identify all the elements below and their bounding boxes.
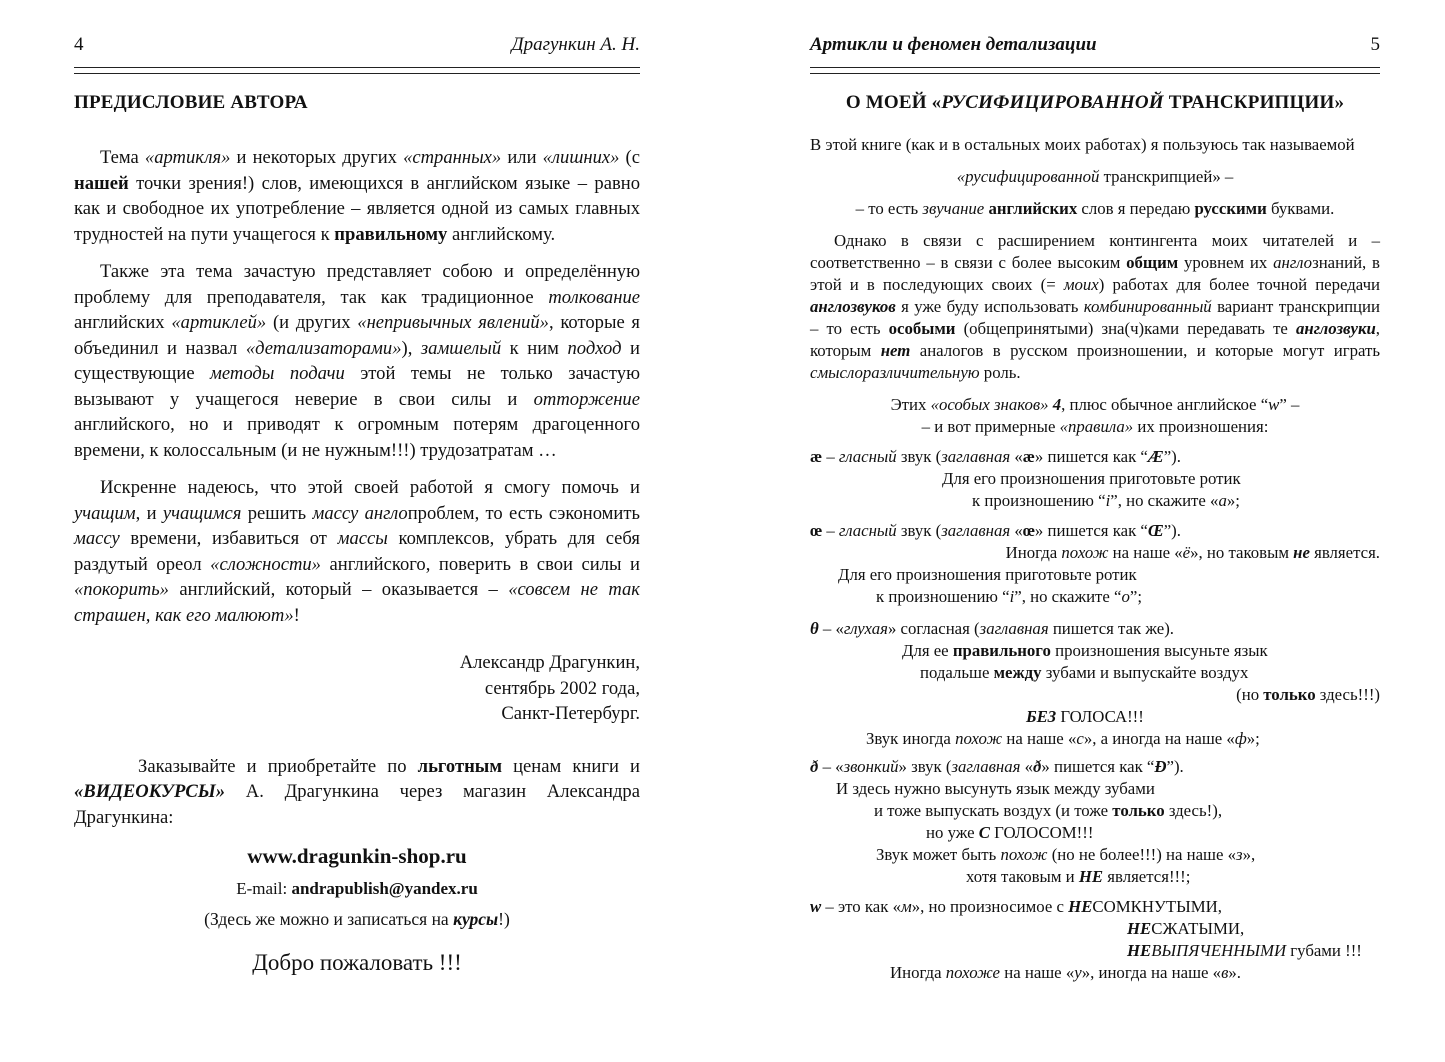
author-signature bbox=[74, 650, 640, 727]
signs-line-1: Этих «особых знаков» 4, плюс обычное английское “w” – bbox=[890, 395, 1300, 414]
left-page-content bbox=[74, 92, 640, 976]
rule-w bbox=[810, 896, 1380, 984]
rule-theta bbox=[810, 618, 1380, 750]
rule-theta-line-2: Для ее правильного произношения высуньте язык bbox=[902, 641, 1268, 660]
transcription-paragraph: Однако в связи с расширением контингента моих читателей и – соответственно – в связи с более высоким общим уровнем их англознаний, в этой и в последующих своих (= моих) работах для более точной передачи англозвуков я уже буду использовать комбинированный вариант транскрипции – то есть особыми (общепринятыми) зна(ч)ками передавать те англозвуки, которым нет аналогов в русском произношении, и которые могут играть смыслоразличительную роль. bbox=[810, 231, 1381, 382]
left-running-header bbox=[74, 34, 640, 60]
header-rule bbox=[74, 73, 640, 74]
preface-heading: ПРЕДИСЛОВИЕ АВТОРА bbox=[74, 92, 308, 113]
welcome-text: Добро пожаловать !!! bbox=[252, 950, 462, 975]
rule-eth-line-2: И здесь нужно высунуть язык между зубами bbox=[836, 779, 1155, 798]
rule-ae-line-1: æ – гласный звук (заглавная «æ» пишется как “Æ”). bbox=[810, 447, 1181, 466]
right-running-header bbox=[810, 34, 1380, 60]
right-page bbox=[810, 0, 1380, 1062]
email-line bbox=[74, 879, 640, 899]
right-running-head-title: Артикли и феномен детализации bbox=[810, 34, 1097, 55]
rule-ae-line-2: Для его произношения приготовьте ротик bbox=[942, 469, 1241, 488]
rule-eth-line-6: хотя таковым и НЕ является!!!; bbox=[966, 867, 1191, 886]
intro-line-2: «русифицированной транскрипцией» – bbox=[956, 167, 1234, 186]
rule-eth bbox=[810, 756, 1380, 888]
rule-oe-line-1: œ – гласный звук (заглавная «œ» пишется как “Œ”). bbox=[810, 521, 1181, 540]
rule-eth-line-3: и тоже выпускать воздух (и тоже только здесь!), bbox=[874, 801, 1223, 820]
email-label: E-mail: bbox=[236, 879, 292, 898]
rule-theta-line-1: θ – «глухая» согласная (заглавная пишется так же). bbox=[810, 619, 1174, 638]
preface-paragraph-1: Тема «артикля» и некоторых других «странных» или «лишних» (с нашей точки зрения!) слов, имеющихся в английском языке – равно как и свободное их употребление – является одной из самых главных трудностей на пути учащегося к правильному английскому. bbox=[74, 147, 640, 245]
preface-paragraph-2: Также эта тема зачастую представляет собою и определённую проблему для преподавателя, так как традиционное толкование английских «артиклей» (и других «непривычных явлений», которые я объединил и назвал «детализаторами»), замшелый к ним подход и существующие методы подачи этой темы не только зачастую вызывают у учащегося неверие в свои силы и отторжение английского, но и приводят к огромным потерям драгоценного времени, к колоссальным (и не нужным!!!) трудозатратам … bbox=[74, 261, 640, 461]
rule-theta-line-6: Звук иногда похож на наше «с», а иногда на наше «ф»; bbox=[866, 729, 1260, 748]
rule-w-line-2: НЕСЖАТЫМИ, bbox=[1127, 919, 1245, 938]
rule-theta-line-5: БЕЗ ГОЛОСА!!! bbox=[1026, 707, 1144, 726]
rule-theta-line-3: подальше между зубами и выпускайте воздух bbox=[920, 663, 1249, 682]
rule-oe bbox=[810, 520, 1380, 608]
rule-w-line-1: w – это как «м», но произносимое с НЕСОМКНУТЫМИ, bbox=[810, 897, 1222, 916]
right-page-content bbox=[810, 92, 1380, 984]
transcription-heading: О МОЕЙ «РУСИФИЦИРОВАННОЙ ТРАНСКРИПЦИИ» bbox=[845, 92, 1345, 113]
header-rule bbox=[810, 67, 1380, 68]
rule-w-line-4: Иногда похоже на наше «у», иногда на наше «в». bbox=[890, 963, 1241, 982]
rule-oe-line-4: к произношению “i”, но скажите “о”; bbox=[876, 587, 1142, 606]
signature-city: Санкт-Петербург. bbox=[501, 703, 640, 724]
courses-note: (Здесь же можно и записаться на курсы!) bbox=[204, 909, 510, 929]
left-page bbox=[74, 0, 640, 1062]
header-rule bbox=[810, 73, 1380, 74]
rule-w-line-3: НЕВЫПЯЧЕННЫМИ губами !!! bbox=[1127, 941, 1362, 960]
rule-theta-line-4: (но только здесь!!!) bbox=[1236, 685, 1380, 704]
email-link[interactable]: andrapublish@yandex.ru bbox=[291, 879, 478, 898]
signature-name: Александр Драгункин, bbox=[459, 652, 640, 673]
rule-eth-line-5: Звук может быть похож (но не более!!!) на наше «з», bbox=[876, 845, 1256, 864]
header-rule bbox=[74, 67, 640, 68]
preface-paragraph-3: Искренне надеюсь, что этой своей работой я смогу помочь и учащим, и учащимся решить массу англопроблем, то есть сэкономить массу времени, избавиться от массы комплексов, убрать для себя раздутый ореол «сложности» английского, поверить в свои силы и «покорить» английский, который – оказывается – «совсем не так страшен, как его малюют»! bbox=[74, 477, 641, 626]
shop-website-link[interactable]: www.dragunkin-shop.ru bbox=[247, 844, 467, 868]
right-page-number: 5 bbox=[1370, 34, 1380, 55]
signature-date: сентябрь 2002 года, bbox=[484, 677, 640, 699]
order-paragraph: Заказывайте и приобретайте по льготным ценам книги и «ВИДЕОКУРСЫ» А. Драгункина через магазин Александра Драгункина: bbox=[74, 755, 640, 828]
signs-line-2: – и вот примерные «правила» их произношения: bbox=[921, 417, 1269, 436]
rule-oe-line-3: Для его произношения приготовьте ротик bbox=[838, 565, 1137, 584]
rule-eth-line-1: ð – «звонкий» звук (заглавная «ð» пишется как “Ð”). bbox=[810, 757, 1184, 776]
left-page-number: 4 bbox=[74, 34, 84, 55]
intro-line-1: В этой книге (как и в остальных моих работах) я пользуюсь так называемой bbox=[810, 135, 1355, 154]
rule-ae bbox=[810, 446, 1380, 512]
intro-line-3: – то есть звучание английских слов я передаю русскими буквами. bbox=[855, 199, 1335, 218]
rule-ae-line-3: к произношению “i”, но скажите «а»; bbox=[972, 491, 1240, 510]
rule-eth-line-4: но уже С ГОЛОСОМ!!! bbox=[926, 823, 1094, 842]
left-running-head-title: Драгункин А. Н. bbox=[511, 34, 640, 55]
rule-oe-line-2: Иногда похож на наше «ё», но таковым не является. bbox=[1005, 543, 1380, 562]
